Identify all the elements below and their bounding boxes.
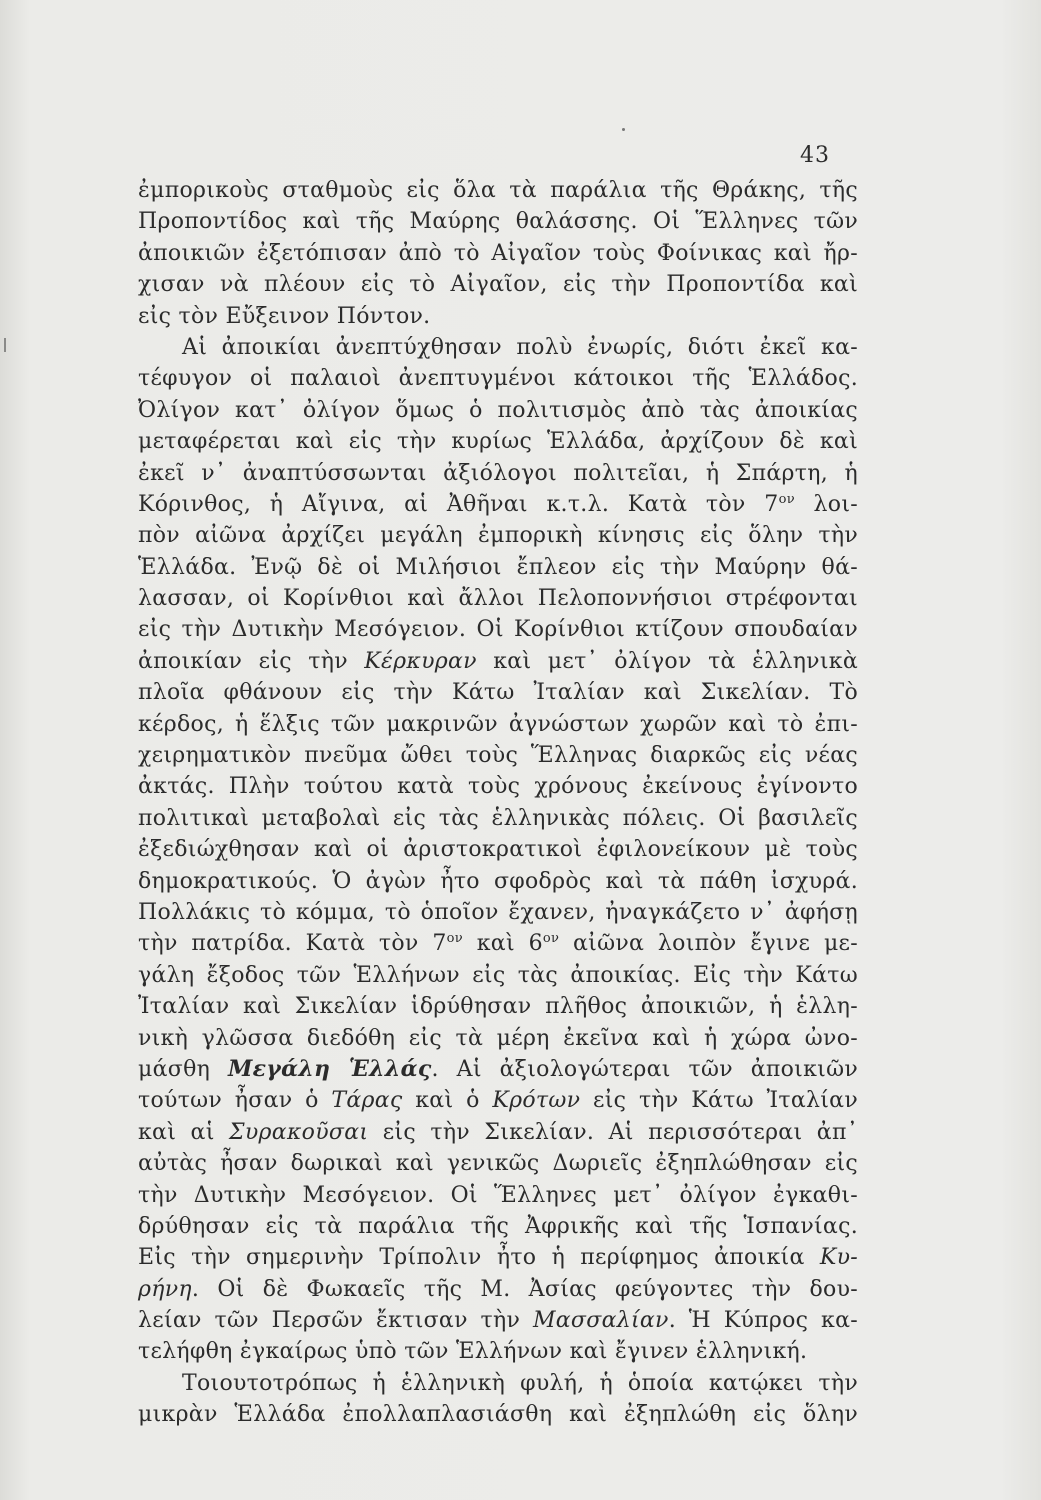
text-line: πλοῖα φθάνουν εἰς τὴν Κάτω Ἰταλίαν καὶ Σικελίαν. Τὸ <box>138 680 858 706</box>
superscript: ον <box>446 931 463 947</box>
page-number: 43 <box>800 143 830 168</box>
text-line: Ὀλίγον κατ᾿ ὀλίγον ὅμως ὁ πολιτισμὸς ἀπὸ τὰς ἀποικίας <box>138 397 858 423</box>
text-span: Εἰς τὴν σημερινὴν Τρίπολιν ἦτο ἡ περίφημος ἀποικία <box>138 1245 820 1271</box>
text-span: τὴν πατρίδα. Κατὰ τὸν 7 <box>138 931 447 957</box>
text-line <box>138 928 858 959</box>
text-span: καὶ μετ᾿ ὀλίγον τὰ ἑλληνικὰ <box>476 648 858 674</box>
superscript: ον <box>778 491 795 507</box>
text-line: Ἰταλίαν καὶ Σικελίαν ἱδρύθησαν πλῆθος ἀποικιῶν, ἡ ἑλλη- <box>138 994 858 1020</box>
text-line <box>138 489 858 520</box>
italic-place-name: ρήνη <box>138 1276 192 1302</box>
text-span: ἀποικίαν εἰς τὴν <box>138 648 365 674</box>
text-line <box>138 1242 858 1273</box>
text-span: λοι- <box>794 491 858 517</box>
text-line <box>138 1117 858 1148</box>
superscript: ον <box>542 931 560 947</box>
text-line: ἐκεῖ ν᾿ ἀναπτύσσωνται ἀξιόλογοι πολιτεῖαι, ἡ Σπάρτη, ἡ <box>138 460 858 486</box>
text-line: πολιτικαὶ μεταβολαὶ εἰς τὰς ἑλληνικὰς πόλεις. Οἱ βασιλεῖς <box>138 805 858 831</box>
text-span: εἰς τὴν Σικελίαν. Αἱ περισσότεραι ἀπ᾿ <box>368 1119 859 1145</box>
text-line: χισαν νὰ πλέουν εἰς τὸ Αἰγαῖον, εἰς τὴν Προποντίδα καὶ <box>138 272 858 298</box>
text-line: ἐξεδιώχθησαν καὶ οἱ ἀριστοκρατικοὶ ἐφιλονείκουν μὲ τοὺς <box>138 837 858 863</box>
text-line: μεταφέρεται καὶ εἰς τὴν κυρίως Ἑλλάδα, ἀρχίζουν δὲ καὶ <box>138 429 858 455</box>
text-span: Κόρινθος, ἡ Αἴγινα, αἱ Ἀθῆναι κ.τ.λ. Κατὰ τὸν 7 <box>138 491 779 517</box>
italic-place-name: Μασσαλίαν <box>532 1308 669 1334</box>
text-span: καὶ ὁ <box>402 1088 493 1114</box>
text-line: ἐμπορικοὺς σταθμοὺς εἰς ὅλα τὰ παράλια τῆς Θράκης, τῆς <box>138 178 858 203</box>
text-line: Ἑλλάδα. Ἐνῷ δὲ οἱ Μιλήσιοι ἔπλεον εἰς τὴν Μαύρην θά- <box>138 554 858 580</box>
italic-place-name: Κυ- <box>819 1245 858 1271</box>
italic-place-name: Κρότων <box>492 1088 581 1114</box>
text-span: . Οἱ δὲ Φωκαεῖς τῆς Μ. Ἀσίας φεύγοντες τὴν δου- <box>191 1276 858 1302</box>
italic-place-name: Συρακοῦσαι <box>229 1119 369 1145</box>
text-line: Προποντίδος καὶ τῆς Μαύρης θαλάσσης. Οἱ Ἕλληνες τῶν <box>138 209 858 235</box>
paragraph-start-line: Τοιουτοτρόπως ἡ ἑλληνικὴ φυλή, ἡ ὁποία κατῴκει τὴν <box>182 1370 858 1396</box>
italic-place-name: Κέρκυραν <box>364 648 477 674</box>
text-line: εἰς τὸν Εὔξεινον Πόντον. <box>138 303 431 329</box>
text-line: εἰς τὴν Δυτικὴν Μεσόγειον. Οἱ Κορίνθιοι κτίζουν σπουδαίαν <box>138 617 858 643</box>
text-span: τούτων ἦσαν ὁ <box>138 1088 332 1114</box>
text-span: καὶ 6 <box>463 931 543 957</box>
text-line: χειρηματικὸν πνεῦμα ὤθει τοὺς Ἕλληνας διαρκῶς εἰς νέας <box>138 743 858 769</box>
text-line: μικρὰν Ἑλλάδα ἐπολλαπλασιάσθη καὶ ἐξηπλώθη εἰς ὅλην <box>138 1402 858 1428</box>
text-line: αὐτὰς ἦσαν δωρικαὶ καὶ γενικῶς Δωριεῖς ἐξηπλώθησαν εἰς <box>138 1151 858 1177</box>
text-line: νικὴ γλῶσσα διεδόθη εἰς τὰ μέρη ἐκεῖνα καὶ ἡ χώρα ὠνο- <box>138 1025 858 1051</box>
text-line: πὸν αἰῶνα ἀρχίζει μεγάλη ἐμπορικὴ κίνησις εἰς ὅλην τὴν <box>138 523 858 549</box>
text-line <box>138 1274 858 1305</box>
text-span: αἰῶνα λοιπὸν ἔγινε με- <box>559 931 858 957</box>
text-line: ἀποικιῶν ἐξετόπισαν ἀπὸ τὸ Αἰγαῖον τοὺς Φοίνικας καὶ ἤρ- <box>138 240 858 266</box>
text-span: μάσθη <box>138 1056 228 1082</box>
ink-speck <box>622 128 625 131</box>
paragraph-start-line: Αἱ ἀποικίαι ἀνεπτύχθησαν πολὺ ἐνωρίς, διότι ἐκεῖ κα- <box>182 334 858 360</box>
text-line <box>138 1054 858 1085</box>
text-span: . Ἡ Κύπρος κα- <box>668 1308 858 1334</box>
text-line: δημοκρατικούς. Ὁ ἀγὼν ἦτο σφοδρὸς καὶ τὰ πάθη ἰσχυρά. <box>138 868 858 894</box>
text-line: τέφυγον οἱ παλαιοὶ ἀνεπτυγμένοι κάτοικοι τῆς Ἑλλάδος. <box>138 366 858 392</box>
text-span: καὶ αἱ <box>138 1119 230 1145</box>
text-line: τελήφθη ἐγκαίρως ὑπὸ τῶν Ἑλλήνων καὶ ἔγινεν ἑλληνική. <box>138 1339 808 1365</box>
text-line <box>138 1305 858 1336</box>
text-span: λείαν τῶν Περσῶν ἔκτισαν τὴν <box>138 1308 533 1334</box>
text-line: ἀκτάς. Πλὴν τούτου κατὰ τοὺς χρόνους ἐκείνους ἐγίνοντο <box>138 774 858 800</box>
margin-mark <box>4 338 6 352</box>
text-line: γάλη ἔξοδος τῶν Ἑλλήνων εἰς τὰς ἀποικίας. Εἰς τὴν Κάτω <box>138 962 858 988</box>
text-span: εἰς τὴν Κάτω Ἰταλίαν <box>580 1088 858 1114</box>
body-text <box>138 175 858 1431</box>
text-span: . Αἱ ἀξιολογώτεραι τῶν ἀποικιῶν <box>431 1056 859 1082</box>
text-line: Πολλάκις τὸ κόμμα, τὸ ὁποῖον ἔχανεν, ἠναγκάζετο ν᾿ ἀφήσῃ <box>138 899 858 925</box>
text-line: λασσαν, οἱ Κορίνθιοι καὶ ἄλλοι Πελοποννήσιοι στρέφονται <box>138 586 858 612</box>
text-line <box>138 1085 858 1116</box>
text-line <box>138 646 858 677</box>
text-line: δρύθησαν εἰς τὰ παράλια τῆς Ἀφρικῆς καὶ τῆς Ἱσπανίας. <box>138 1213 858 1239</box>
text-line: κέρδος, ἡ ἕλξις τῶν μακρινῶν ἀγνώστων χωρῶν καὶ τὸ ἐπι- <box>138 711 858 737</box>
italic-place-name: Τάρας <box>331 1088 403 1114</box>
bold-italic-term: Μεγάλη Ἑλλάς <box>227 1055 432 1082</box>
text-line: τὴν Δυτικὴν Μεσόγειον. Οἱ Ἕλληνες μετ᾿ ὀλίγον ἐγκαθι- <box>138 1182 858 1208</box>
